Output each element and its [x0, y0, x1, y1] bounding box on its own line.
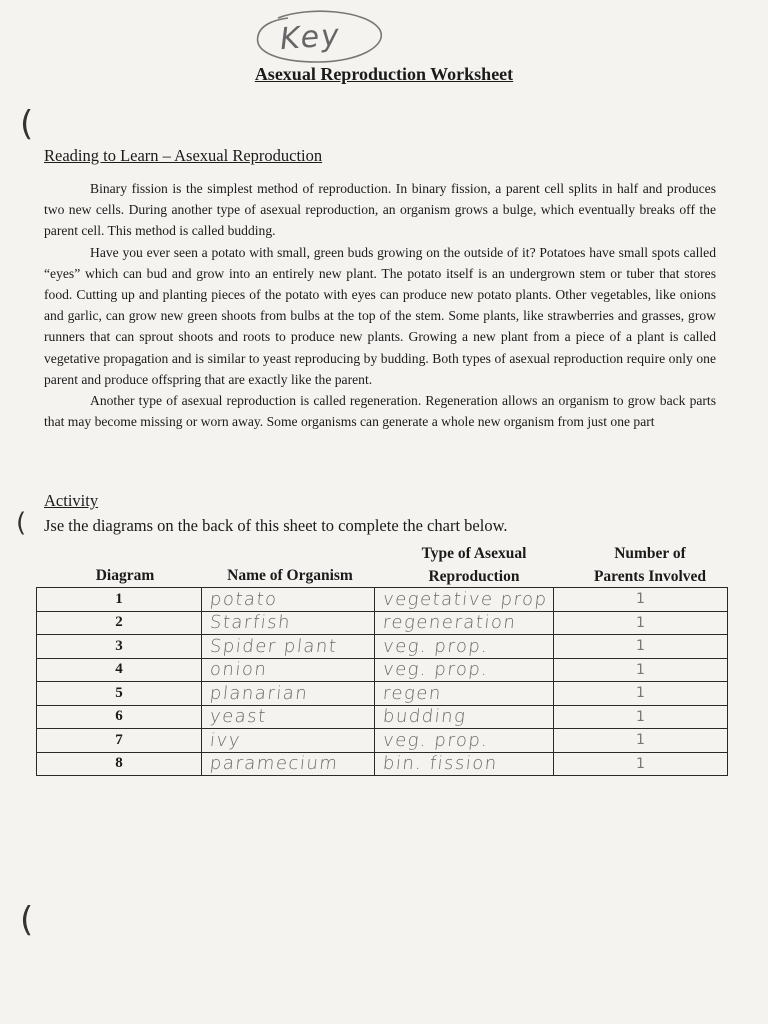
chart-body [37, 588, 728, 776]
diagram-number: 3 [37, 635, 202, 659]
header-type [384, 542, 564, 588]
table-row [37, 588, 728, 612]
paragraph-binary-fission: Binary fission is the simplest method of reproduction. In binary fission, a parent cell splits in half and produces two new cells. During another type of asexual reproduction, an organism grows a bulge, which eventually breaks off the parent cell. This method is called budding. [44, 181, 716, 239]
parents-count-answer-cell [554, 705, 728, 729]
reproduction-type-answer-cell [375, 611, 554, 635]
organism-answer: Starfish [208, 612, 293, 634]
table-row [37, 752, 728, 776]
diagram-number: 5 [37, 682, 202, 706]
table-row [37, 658, 728, 682]
parents-count-answer-cell [554, 588, 728, 612]
parents-count-answer-cell [554, 611, 728, 635]
diagram-number: 2 [37, 611, 202, 635]
table-row [37, 682, 728, 706]
parents-count-answer: 1 [636, 732, 645, 749]
organism-answer: Spider plant [208, 635, 339, 657]
organism-answer-cell [202, 611, 375, 635]
reproduction-type-answer: veg. prop. [381, 659, 490, 681]
table-row [37, 635, 728, 659]
diagram-number: 8 [37, 752, 202, 776]
worksheet-title: Asexual Reproduction Worksheet [254, 64, 514, 84]
reproduction-type-answer-cell [375, 752, 554, 776]
reproduction-type-answer-cell [375, 729, 554, 753]
parents-count-answer-cell [554, 682, 728, 706]
header-type-line1: Type of Asexual [421, 545, 527, 562]
reproduction-type-answer: vegetative prop [381, 588, 549, 610]
reading-heading: Reading to Learn – Asexual Reproduction [44, 146, 323, 165]
reproduction-type-answer: veg. prop. [381, 729, 490, 751]
parents-count-answer-cell [554, 635, 728, 659]
reproduction-type-answer-cell [375, 682, 554, 706]
paragraph-vegetative-propagation: Have you ever seen a potato with small, green buds growing on the outside of it? Potatoes have small spots called “eyes” which can bud and grow into an entirely new plant. The potato itself is an undergrown stem or tuber that stores food. Cutting up and planting pieces of the potato with eyes can produce new potato plants. Other vegetables, like onions and garlic, can grow new green shoots from bulbs at the top of the stem. Some plants, like strawberries and grasses, grow runners that can sprout shoots and roots to produce new plants. Growing a new plant from a piece of a plant is called vegetative propagation and is similar to yeast reproducing by budding. Both types of asexual reproduction require only one parent and produce offspring that are exactly like the parent. [44, 244, 716, 387]
activity-instruction: Jse the diagrams on the back of this sheet to complete the chart below. [44, 516, 508, 535]
organism-answer: planarian [208, 682, 310, 704]
diagram-number: 6 [37, 705, 202, 729]
reading-passage [44, 178, 716, 432]
reproduction-chart [36, 587, 728, 776]
reproduction-type-answer: veg. prop. [381, 635, 490, 657]
organism-answer: paramecium [208, 753, 340, 775]
organism-answer-cell [202, 682, 375, 706]
margin-punch-mark-bottom: ( [20, 900, 34, 940]
organism-answer: potato [208, 588, 279, 610]
table-row [37, 705, 728, 729]
activity-heading: Activity [44, 491, 99, 510]
reproduction-type-answer: regeneration [381, 612, 518, 634]
diagram-number: 7 [37, 729, 202, 753]
reproduction-type-answer-cell [375, 658, 554, 682]
header-parents [572, 542, 728, 588]
reproduction-type-answer: budding [381, 706, 468, 728]
header-organism: Name of Organism [227, 567, 353, 584]
header-diagram: Diagram [95, 567, 155, 584]
parents-count-answer: 1 [636, 638, 645, 655]
parents-count-answer: 1 [636, 755, 645, 772]
header-parents-line1: Number of [614, 545, 686, 562]
organism-answer: onion [208, 659, 269, 681]
parents-count-answer-cell [554, 752, 728, 776]
reproduction-type-answer: bin. fission [381, 753, 499, 775]
reproduction-type-answer: regen [381, 682, 443, 704]
organism-answer-cell [202, 729, 375, 753]
reproduction-type-answer-cell [375, 705, 554, 729]
parents-count-answer: 1 [636, 685, 645, 702]
table-row [37, 611, 728, 635]
reproduction-type-answer-cell [375, 635, 554, 659]
header-parents-line2: Parents Involved [593, 568, 707, 585]
parents-count-answer: 1 [636, 708, 645, 725]
organism-answer-cell [202, 658, 375, 682]
parents-count-answer: 1 [636, 591, 645, 608]
parents-count-answer-cell [554, 658, 728, 682]
parents-count-answer: 1 [636, 614, 645, 631]
parents-count-answer: 1 [636, 661, 645, 678]
organism-answer-cell [202, 705, 375, 729]
organism-answer: yeast [208, 706, 268, 728]
organism-answer: ivy [208, 729, 242, 751]
organism-answer-cell [202, 635, 375, 659]
diagram-number: 1 [37, 588, 202, 612]
paragraph-regeneration: Another type of asexual reproduction is called regeneration. Regeneration allows an organism to grow back parts that may become missing or worn away. Some organisms can generate a whole new organism from just one part [44, 393, 716, 430]
margin-punch-mark-middle: ( [16, 508, 27, 538]
parents-count-answer-cell [554, 729, 728, 753]
organism-answer-cell [202, 752, 375, 776]
organism-answer-cell [202, 588, 375, 612]
key-annotation: Key [278, 17, 342, 58]
table-row [37, 729, 728, 753]
header-type-line2: Reproduction [428, 568, 520, 585]
margin-punch-mark-top: ( [20, 104, 34, 144]
reproduction-type-answer-cell [375, 588, 554, 612]
diagram-number: 4 [37, 658, 202, 682]
